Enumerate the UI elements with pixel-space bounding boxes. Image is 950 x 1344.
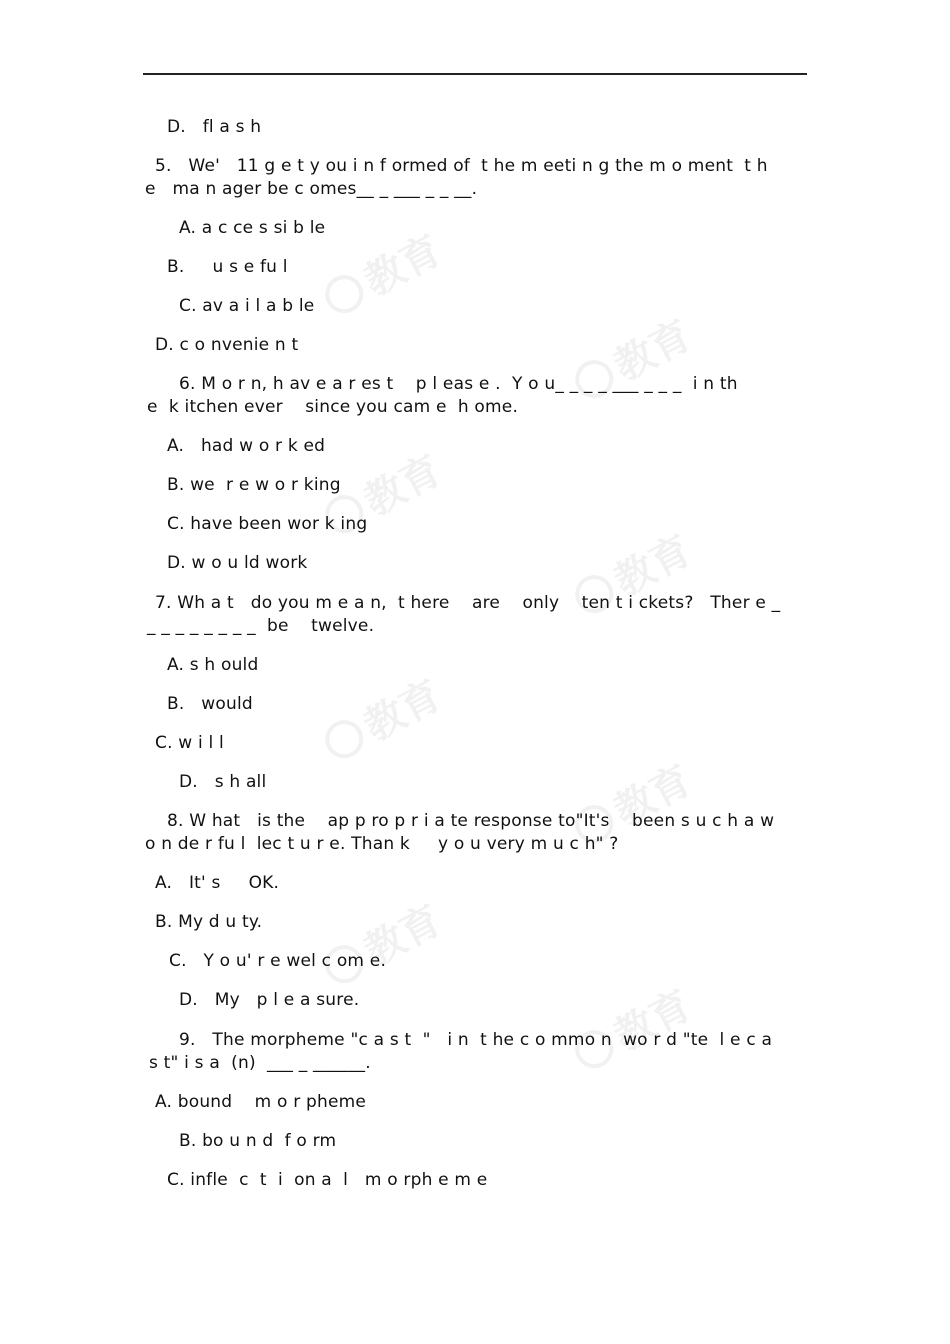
watermark: 教育: [314, 219, 450, 328]
option-5a: A. a c ce s si b le: [179, 218, 326, 238]
option-6c: C. have been wor k ing: [167, 514, 368, 534]
option-8c: C. Y o u' r e wel c om e.: [169, 951, 387, 971]
option-7b: B. would: [167, 694, 253, 714]
watermark: 教育: [564, 974, 700, 1083]
option-8a: A. It' s OK.: [155, 873, 280, 893]
option-7d: D. s h all: [179, 772, 267, 792]
option-6b: B. we r e w o r king: [167, 475, 341, 495]
watermark-logo-icon: [318, 713, 369, 764]
watermark-logo-icon: [318, 268, 369, 319]
question-5-line-2: e ma n ager be c omes__ _ ___ _ _ __.: [145, 179, 478, 199]
option-9a: A. bound m o r pheme: [155, 1092, 367, 1112]
question-5-line-1: 5. We' 11 g e t y ou i n f ormed of t he m eeti n g the m o ment t h: [155, 156, 768, 176]
option-6a: A. had w o r k ed: [167, 436, 326, 456]
option-4d: D. fl a s h: [167, 117, 262, 137]
option-5c: C. av a i l a b le: [179, 296, 315, 316]
question-9-line-2: s t" i s a (n) ___ _ ______.: [149, 1053, 371, 1073]
option-8b: B. My d u ty.: [155, 912, 263, 932]
option-8d: D. My p l e a sure.: [179, 990, 360, 1010]
question-6-line-2: e k itchen ever since you cam e h ome.: [147, 397, 519, 417]
question-8-line-2: o n de r fu l lec t u r e. Than k y o u very m u c h" ?: [145, 834, 619, 854]
watermark: 教育: [314, 889, 450, 998]
option-7a: A. s h ould: [167, 655, 259, 675]
option-9b: B. bo u n d f o rm: [179, 1131, 337, 1151]
watermark: 教育: [314, 664, 450, 773]
question-8-line-1: 8. W hat is the ap p ro p r i a te response to"It's been s u c h a w: [167, 811, 775, 831]
question-6-line-1: 6. M o r n, h av e a r es t p l eas e . Y o u_ _ _ _ ___ _ _ _ i n th: [179, 374, 738, 394]
option-9c: C. infle c t i on a l m o rph e m e: [167, 1170, 488, 1190]
option-6d: D. w o u ld work: [167, 553, 308, 573]
option-5d: D. c o nvenie n t: [155, 335, 299, 355]
question-9-line-1: 9. The morpheme "c a s t " i n t he c o mmo n wo r d "te l e c a: [179, 1030, 773, 1050]
watermark: 教育: [564, 304, 700, 413]
watermark: 教育: [314, 439, 450, 548]
question-7-line-2: _ _ _ _ _ _ _ _ be twelve.: [147, 616, 375, 636]
option-5b: B. u s e fu l: [167, 257, 288, 277]
watermark: 教育: [564, 519, 700, 628]
question-7-line-1: 7. Wh a t do you m e a n, t here are only ten t i ckets? Ther e _: [155, 593, 781, 613]
header-rule: [143, 73, 807, 75]
watermark: 教育: [564, 749, 700, 858]
option-7c: C. w i l l: [155, 733, 224, 753]
